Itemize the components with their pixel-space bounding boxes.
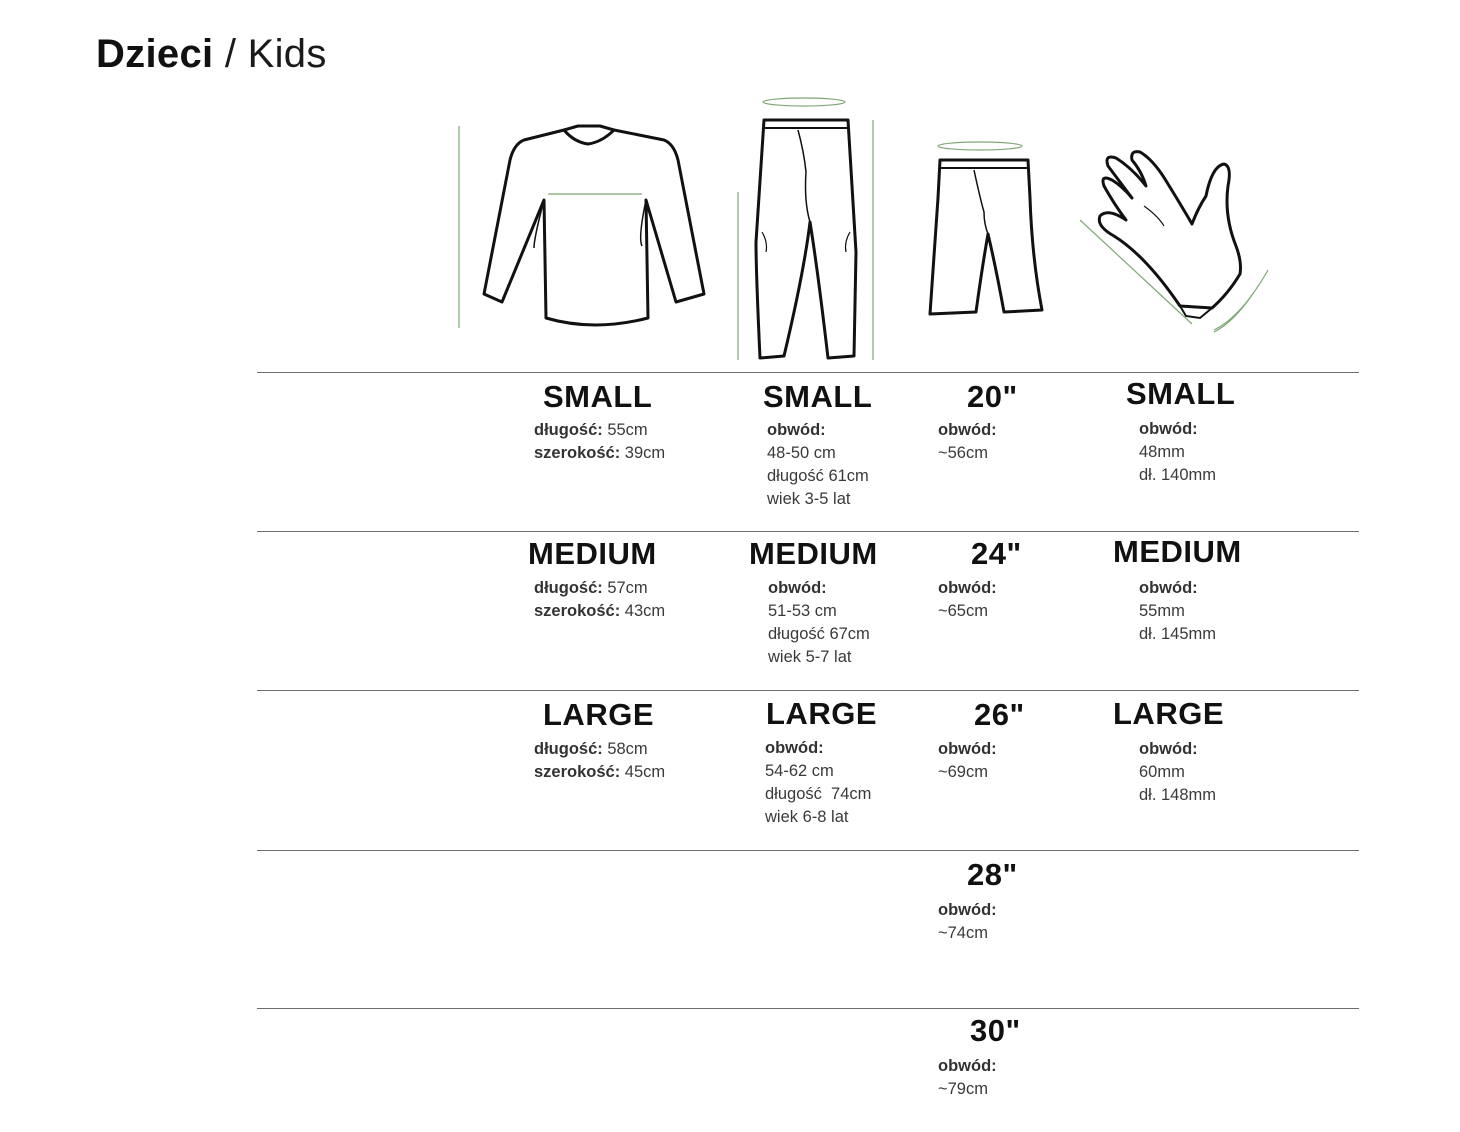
row-divider [257,850,1359,851]
row-divider [257,372,1359,373]
size-detail: obwód: 51-53 cm długość 67cm wiek 5-7 lat [768,579,870,666]
size-detail: długość: 57cm szerokość: 43cm [534,579,666,620]
size-label: 20" [967,379,1018,414]
size-detail: obwód: 48mm dł. 140mm [1139,420,1217,484]
size-label: LARGE [766,696,877,731]
size-label: SMALL [543,379,653,414]
glove-icon [1074,146,1274,338]
size-label: 30" [970,1013,1021,1048]
size-detail: obwód: 60mm dł. 148mm [1139,740,1217,804]
row-divider [257,1008,1359,1009]
size-detail: obwód: ~74cm [938,901,997,942]
size-label: LARGE [1113,696,1224,731]
size-label: MEDIUM [528,536,657,571]
size-detail: obwód: 54-62 cm długość 74cm wiek 6-8 lat [765,739,872,826]
size-detail: obwód: ~65cm [938,579,997,620]
size-label: SMALL [1126,376,1236,411]
size-label: LARGE [543,697,654,732]
size-label: 24" [971,536,1022,571]
size-detail: długość: 55cm szerokość: 39cm [534,421,666,462]
long-sleeve-shirt-icon [452,118,714,334]
row-divider [257,690,1359,691]
size-detail: obwód: ~56cm [938,421,997,462]
page-title [96,30,327,78]
size-detail: obwód: ~79cm [938,1057,997,1098]
size-detail: obwód: ~69cm [938,740,997,781]
size-detail: obwód: 55mm dł. 145mm [1139,579,1217,643]
size-label: MEDIUM [1113,534,1242,569]
row-divider [257,531,1359,532]
long-pants-icon [732,92,882,364]
size-label: SMALL [763,379,873,414]
size-detail: długość: 58cm szerokość: 45cm [534,740,666,781]
size-detail: obwód: 48-50 cm długość 61cm wiek 3-5 lat [767,421,869,508]
size-label: 28" [967,857,1018,892]
title-kids: / Kids [213,32,327,76]
size-label: MEDIUM [749,536,878,571]
shorts-icon [926,138,1050,322]
size-label: 26" [974,697,1025,732]
title-dzieci: Dzieci [96,32,214,76]
